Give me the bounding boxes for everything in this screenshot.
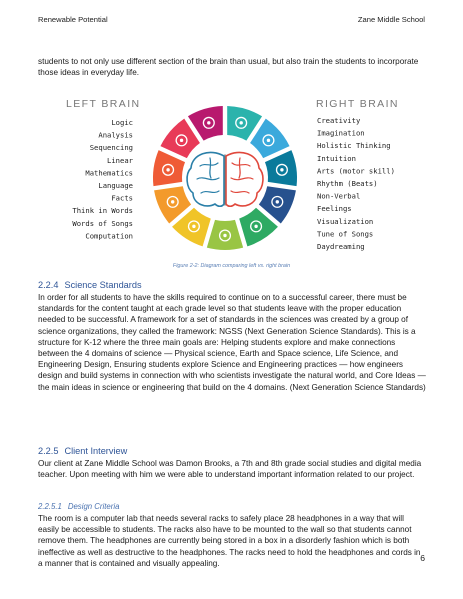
right-brain-item: Holistic Thinking	[317, 141, 391, 151]
wheel-segment	[153, 150, 185, 186]
left-brain-item: Facts	[111, 193, 133, 203]
page-number: 6	[420, 553, 425, 563]
left-brain-item: Mathematics	[85, 168, 133, 178]
right-brain-item: Creativity	[317, 116, 361, 125]
right-brain-item: Rhythm (Beats)	[317, 179, 378, 188]
figure-caption: Figure 2-2: Diagram comparing left vs. right brain	[172, 263, 291, 269]
left-brain-item: Logic	[111, 118, 133, 127]
right-brain-item: Visualization	[317, 216, 374, 226]
left-brain-item: Words of Songs	[72, 218, 133, 228]
section-criteria-body: The room is a computer lab that needs several racks to safely place 28 headphones in a way that will easily be accessible to students. The racks also have to be mounted to the wall so that students cannot remove them. The headphones are currently being stored in a box in a disorderly fashion which is both ineffective as well as destructive to the headphones. The racks need to hold the headphones and cords in a manner that is contained and visually appealing.	[38, 514, 421, 568]
left-brain-item: Language	[98, 181, 133, 190]
left-brain-item: Linear	[107, 155, 133, 165]
header-right: Zane Middle School	[357, 15, 425, 24]
section-science-body: In order for all students to have the skills required to continue on to a successful career, there must be standards for the content taught at each grade level so that students leave with the proper education needed to be successful. A framework for a set of standards in the sciences was created by a group of science organizations, they called the framework: NGSS (Next Generation Science Standards). This is a structure for K-12 where the three main goals are: Helping students explore and make connections between the 4 domains of science — Physical science, Earth and Space science, Life Science, and Engineering Design, Ensuring students explore Science and Engineering practices — how engineers design and build systems in connection with who scientists investigate the natural world, and Core Ideas — the main ideas in science or engineering that build on the 4 domains. (Next Generation Science Standards)	[38, 293, 426, 392]
page-header	[38, 15, 425, 24]
header-left: Renewable Potential	[38, 15, 108, 24]
brain-icon	[187, 152, 263, 206]
section-client-body: Our client at Zane Middle School was Damon Brooks, a 7th and 8th grade social studies and digital media teacher. Upon meeting with him we were able to understand important information related to our project.	[38, 459, 422, 480]
right-brain-item: Daydreaming	[317, 242, 365, 251]
right-brain-item: Arts (motor skill)	[317, 166, 395, 176]
left-brain-item: Sequencing	[89, 143, 133, 153]
right-brain-title: RIGHT BRAIN	[316, 98, 399, 110]
right-brain-item: Tune of Songs	[317, 229, 374, 239]
wheel-segment	[265, 150, 297, 186]
intro-paragraph: students to not only use different section of the brain than usual, but also train the students to incorporate those ideas in everyday life.	[38, 57, 419, 78]
brain-diagram	[60, 96, 405, 259]
left-brain-list	[72, 118, 133, 240]
right-brain-item: Intuition	[317, 153, 356, 163]
section-client-heading: 2.2.5 Client Interview	[38, 446, 128, 456]
left-brain-item: Analysis	[98, 130, 133, 140]
section-science-heading: 2.2.4 Science Standards	[38, 280, 142, 290]
section-criteria-heading: 2.2.5.1 Design Criteria	[38, 502, 120, 511]
left-brain-title: LEFT BRAIN	[66, 98, 141, 110]
right-brain-list	[317, 116, 395, 251]
right-brain-item: Non-Verbal	[317, 191, 361, 201]
left-brain-item: Think in Words	[72, 206, 133, 216]
right-brain-item: Imagination	[317, 128, 365, 138]
right-brain-item: Feelings	[317, 204, 352, 214]
left-brain-item: Computation	[85, 231, 133, 241]
